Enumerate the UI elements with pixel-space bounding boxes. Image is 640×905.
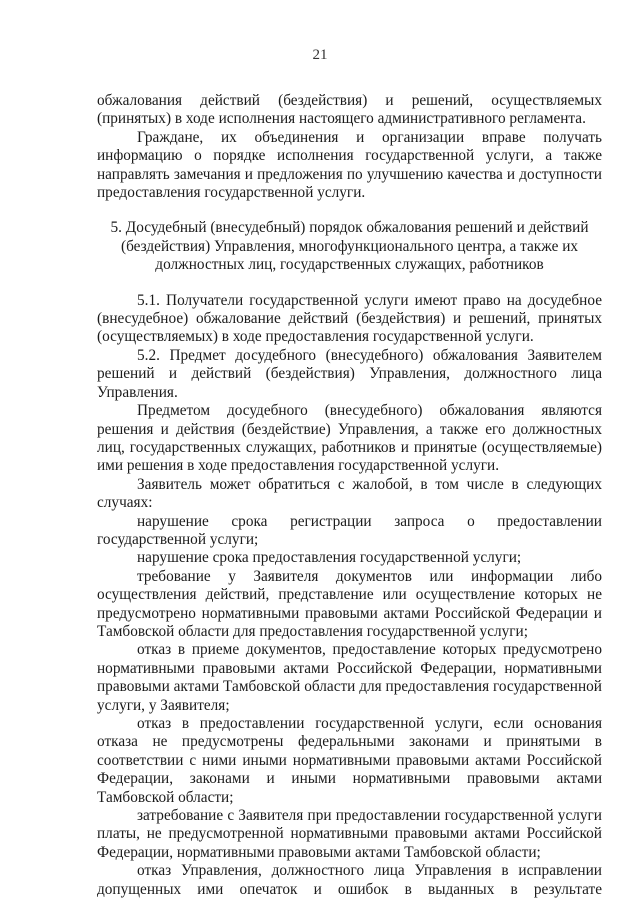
list-item-extra-fee: затребование с Заявителя при предоставлении государственной услуги платы, не предусмотренной нормативными правовыми актами Российской Федерации, нормативными правовыми актами Тамбовской области; bbox=[97, 807, 602, 861]
list-item-refusal-acceptance: отказ в приеме документов, предоставление которых предусмотрено нормативными правовыми актами Российской Федерации, нормативными правовыми актами Тамбовской области для предоставления государственной услуги, у Заявителя; bbox=[97, 641, 602, 714]
paragraph-5-2: 5.2. Предмет досудебного (внесудебного) обжалования Заявителем решений и действий (бездействия) Управления, должностного лица Управления. bbox=[97, 346, 602, 401]
list-item-extra-documents: требование у Заявителя документов или информации либо осуществления действий, представление или осуществление которых не предусмотрено нормативными правовыми актами Российской Федерации и Тамбовской области для предоставления государственной услуги; bbox=[97, 567, 602, 640]
document-body bbox=[97, 92, 602, 899]
paragraph-complaint-cases: Заявитель может обратиться с жалобой, в том числе в следующих случаях: bbox=[97, 475, 602, 512]
list-item-correction-refusal: отказ Управления, должностного лица Управления в исправлении допущенных ими опечаток и ошибок в выданных в результате bbox=[97, 862, 602, 898]
section-5-heading: 5. Досудебный (внесудебный) порядок обжалования решений и действий (бездействия) Управления, многофункционального центра, а также их должностных лиц, государственных служащих, работников bbox=[110, 219, 589, 274]
paragraph-appeal-continuation: обжалования действий (бездействия) и решений, осуществляемых (принятых) в ходе исполнения настоящего административного регламента. bbox=[97, 92, 602, 128]
paragraph-appeal-subject: Предметом досудебного (внесудебного) обжалования являются решения и действия (бездействие) Управления, а также его должностных лиц, государственных служащих, работников и принятые (осуществляемые) ими решения в ходе предоставления государственной услуги. bbox=[97, 402, 602, 475]
list-item-refusal-service: отказ в предоставлении государственной услуги, если основания отказа не предусмотрены федеральными законами и принятыми в соответствии с ними иными нормативными правовыми актами Российской Федерации, законами и иными нормативными правовыми актами Тамбовской области; bbox=[97, 715, 602, 806]
list-item-service-deadline: нарушение срока предоставления государственной услуги; bbox=[137, 549, 522, 567]
paragraph-5-1: 5.1. Получатели государственной услуги имеют право на досудебное (внесудебное) обжалование действий (бездействия) и решений, принятых (осуществляемых) в ходе предоставления государственной услуги. bbox=[97, 291, 602, 346]
paragraph-citizens-rights: Граждане, их объединения и организации вправе получать информацию о порядке исполнения государственной услуги, а также направлять замечания и предложения по улучшению качества и доступности предоставления государственной услуги. bbox=[97, 128, 602, 202]
list-item-registration-deadline: нарушение срока регистрации запроса о предоставлении государственной услуги; bbox=[97, 512, 602, 548]
page-number: 21 bbox=[312, 47, 328, 63]
